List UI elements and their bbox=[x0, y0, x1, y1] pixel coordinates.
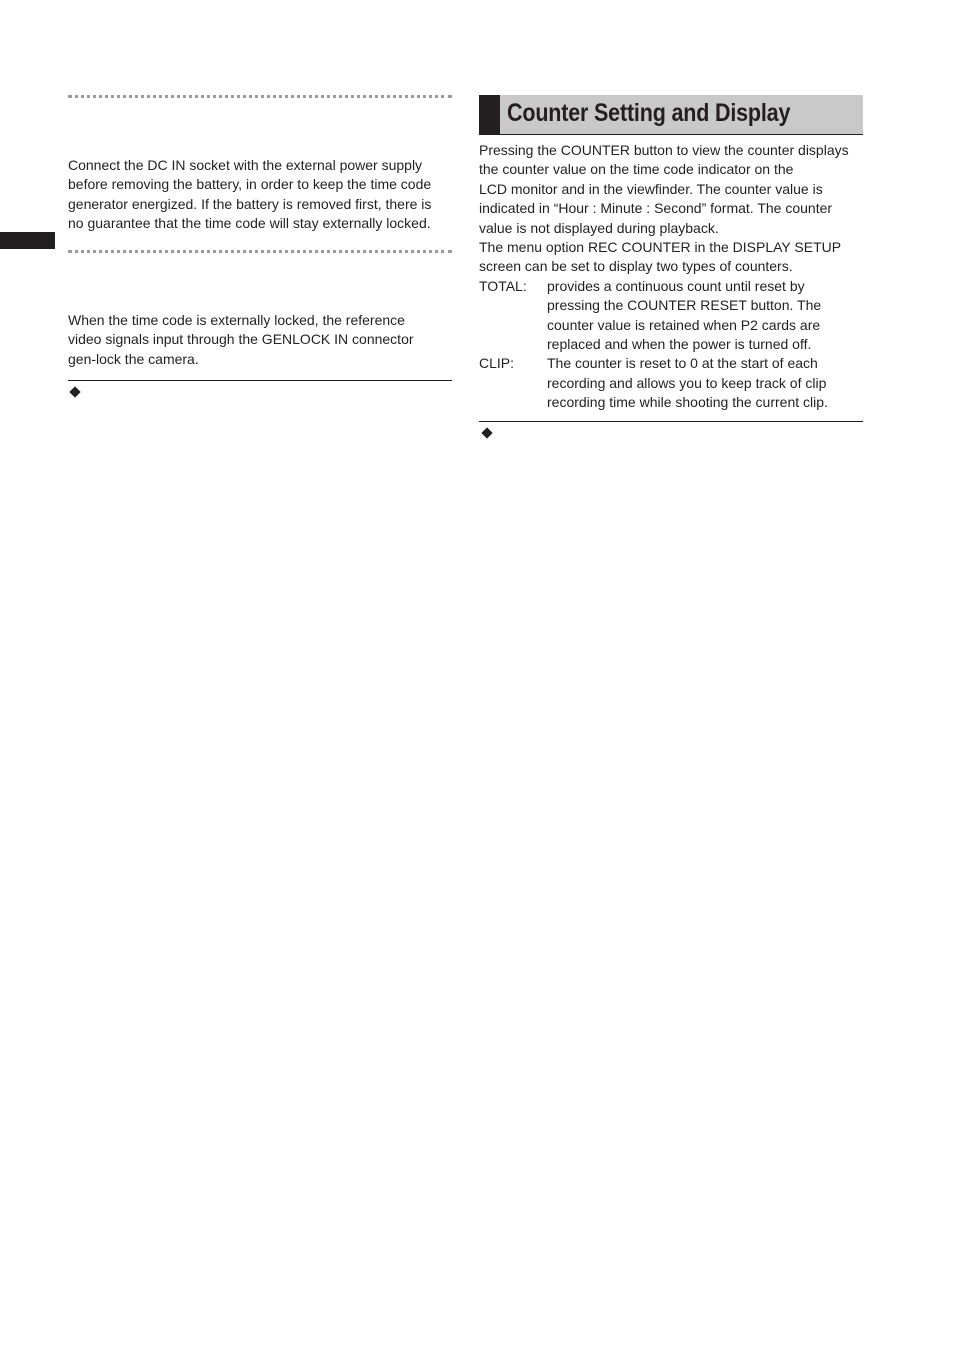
chapter-tab-marker bbox=[0, 232, 55, 249]
text-line: value is not displayed during playback. bbox=[479, 219, 719, 236]
text-line: recording time while shooting the current clip. bbox=[547, 394, 828, 411]
text-line: no guarantee that the time code will stay externally locked. bbox=[68, 215, 431, 232]
genlock-note bbox=[68, 311, 414, 369]
counter-type-total bbox=[479, 277, 863, 355]
text-line: video signals input through the GENLOCK IN connector bbox=[68, 331, 414, 348]
text-line: counter value is retained when P2 cards are bbox=[547, 316, 821, 333]
text-line: generator energized. If the battery is removed first, there is bbox=[68, 195, 432, 212]
dotted-divider-top bbox=[68, 95, 452, 98]
text-line: gen-lock the camera. bbox=[68, 350, 199, 367]
text-line: LCD monitor and in the viewfinder. The counter value is bbox=[479, 180, 823, 197]
dotted-divider-middle bbox=[68, 250, 452, 253]
counter-term: TOTAL: bbox=[479, 277, 527, 294]
text-line: pressing the COUNTER RESET button. The bbox=[547, 297, 822, 314]
diamond-bullet-icon bbox=[481, 427, 492, 438]
page-title: Counter Setting and Display bbox=[507, 99, 791, 127]
text-line: replaced and when the power is turned off. bbox=[547, 336, 812, 353]
counter-term: CLIP: bbox=[479, 355, 515, 372]
section-heading bbox=[479, 95, 863, 135]
text-line: When the time code is externally locked, the reference bbox=[68, 312, 405, 328]
text-line: Connect the DC IN socket with the external power supply bbox=[68, 157, 423, 173]
section-rule-left bbox=[68, 380, 452, 381]
text-line: before removing the battery, in order to keep the time code bbox=[68, 176, 432, 193]
counter-type-clip bbox=[479, 354, 863, 412]
text-line: The counter is reset to 0 at the start of each bbox=[547, 355, 818, 372]
text-line: The menu option REC COUNTER in the DISPLAY SETUP bbox=[479, 239, 842, 256]
text-line: indicated in “Hour : Minute : Second” format. The counter bbox=[479, 200, 833, 217]
section-rule-right bbox=[479, 421, 863, 422]
text-line: screen can be set to display two types of counters. bbox=[479, 258, 793, 275]
text-line: the counter value on the time code indicator on the bbox=[479, 161, 794, 178]
dc-in-note bbox=[68, 156, 431, 234]
heading-marker bbox=[479, 95, 500, 134]
diamond-bullet-icon bbox=[69, 386, 80, 397]
text-line: recording and allows you to keep track of clip bbox=[547, 374, 827, 391]
text-line: Pressing the COUNTER button to view the counter displays bbox=[479, 142, 849, 158]
counter-description bbox=[479, 141, 863, 413]
text-line: provides a continuous count until reset by bbox=[547, 277, 805, 294]
